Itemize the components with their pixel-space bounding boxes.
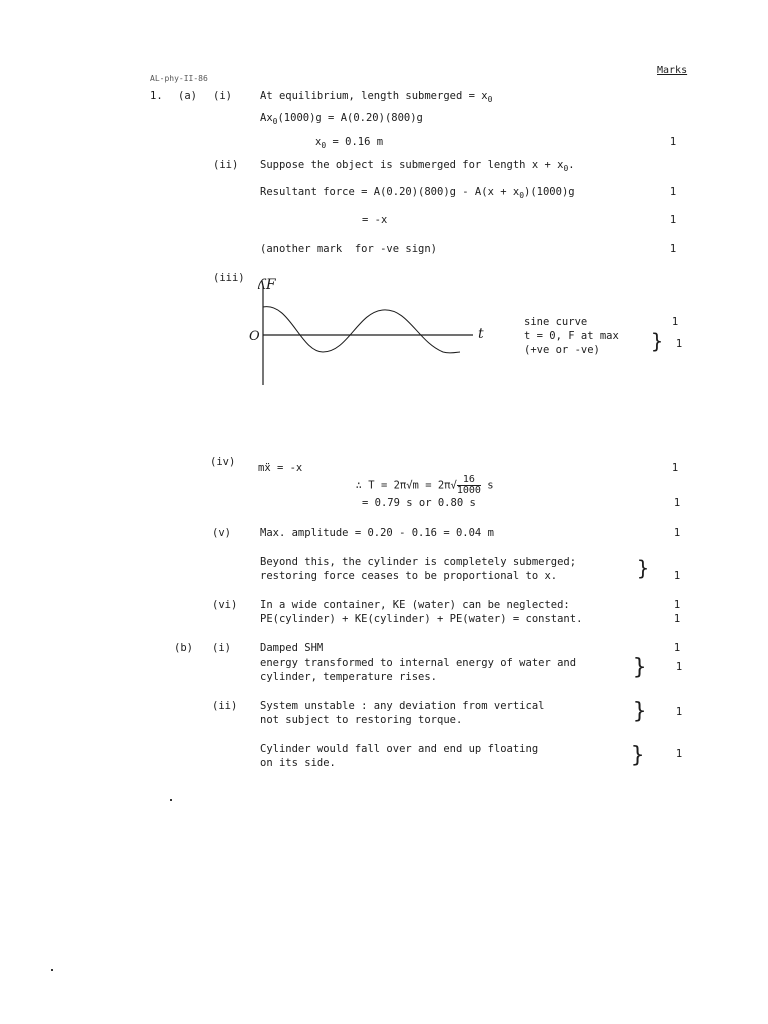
subpart-a-v-label: (v) [212, 527, 231, 539]
subpart-a-iii-label: (iii) [213, 272, 245, 284]
mark-b-ii-falls: 1 [675, 748, 683, 760]
a-i-line-1: At equilibrium, length submerged = $x_0$ [260, 90, 493, 104]
a-ii-line-3: = -x [362, 214, 388, 226]
mark-a-iii-sine: 1 [671, 316, 679, 328]
b-i-line-3: cylinder, temperature rises. [260, 671, 438, 683]
scan-speck [170, 799, 172, 801]
arrow-icon: ʎ [258, 277, 266, 293]
b-ii-line-1: System unstable : any deviation from vertical [260, 700, 545, 712]
b-ii-line-2: not subject to restoring torque. [260, 714, 463, 726]
subpart-a-vi-label: (vi) [212, 599, 238, 611]
brace-icon: } [651, 329, 664, 353]
mark-a-iii-initial: 1 [675, 338, 683, 350]
b-i-line-2: energy transformed to internal energy of water and [260, 657, 577, 669]
a-iii-note-2: t = 0, F at max [524, 330, 619, 342]
graph-f-axis-label: ʎF [258, 277, 276, 293]
subpart-a-ii-label: (ii) [213, 159, 239, 171]
a-v-line-2: Beyond this, the cylinder is completely submerged; [260, 556, 577, 568]
part-a-label: (a) [178, 90, 197, 102]
mark-a-iv-value: 1 [673, 497, 681, 509]
mark-b-i-shm: 1 [673, 642, 681, 654]
a-ii-line-1: Suppose the object is submerged for length $x + x_0$. [260, 159, 575, 173]
a-ii-line-2: Resultant force = $A(0.20)(800)g - A(x + x_0)(1000)g$ [260, 186, 575, 200]
part-b-label: (b) [174, 642, 193, 654]
a-i-line-2: $Ax_0(1000)g = A(0.20)(800)g$ [260, 112, 423, 126]
mark-a-iv-period: 1 [671, 462, 679, 474]
a-iv-fraction: $\frac{16}{1000}$ [456, 474, 481, 496]
a-v-line-3: restoring force ceases to be proportional to x. [260, 570, 558, 582]
mark-b-ii-unstable: 1 [675, 706, 683, 718]
question-number: 1. [150, 90, 163, 102]
mark-a-ii-result: 1 [669, 214, 677, 226]
mark-a-vi-ke: 1 [673, 599, 681, 611]
mark-a-ii-sign: 1 [669, 243, 677, 255]
a-iv-line-2: = 0.79 s or 0.80 s [362, 497, 476, 509]
document-reference: AL-phy-II-86 [150, 74, 208, 83]
mark-a-i: 1 [669, 136, 677, 148]
brace-icon: } [633, 655, 647, 680]
a-i-line-3: $x_0 = 0.16$ m [315, 136, 384, 150]
a-ii-line-4: (another mark for -ve sign) [260, 243, 438, 255]
force-time-sketch [240, 272, 500, 392]
mark-a-vi-energy: 1 [673, 613, 681, 625]
mark-a-ii-resultant: 1 [669, 186, 677, 198]
a-iii-note-1: sine curve [524, 316, 588, 328]
a-vi-line-1: In a wide container, KE (water) can be neglected: [260, 599, 570, 611]
mark-a-v-explain: 1 [673, 570, 681, 582]
brace-icon: } [631, 743, 645, 768]
subpart-b-ii-label: (ii) [212, 700, 238, 712]
b-ii-line-4: on its side. [260, 757, 336, 769]
mark-a-v-amplitude: 1 [673, 527, 681, 539]
brace-icon: } [637, 556, 650, 580]
graph-origin-label: O [249, 329, 260, 344]
brace-icon: } [633, 699, 647, 724]
scan-speck [51, 969, 53, 971]
subpart-b-i-label: (i) [212, 642, 231, 654]
a-vi-line-2: PE(cylinder) + KE(cylinder) + PE(water) = constant. [260, 613, 583, 625]
a-iii-note-3: (+ve or -ve) [524, 344, 600, 356]
a-v-line-1: Max. amplitude = 0.20 - 0.16 = 0.04 m [260, 527, 494, 539]
mark-b-i-energy: 1 [675, 661, 683, 673]
b-i-line-1: Damped SHM [260, 642, 324, 654]
subpart-a-iv-label: (iv) [210, 456, 236, 468]
graph-t-axis-label: t [478, 326, 484, 342]
subpart-a-i-label: (i) [213, 90, 232, 102]
marks-column-header: Marks [657, 65, 688, 76]
force-curve [263, 307, 460, 353]
a-iv-period-equation: ∴ T = 2π√m = 2π√ $\frac{16}{1000}$ s [355, 474, 494, 496]
a-iv-equation-motion: mẍ = -x [258, 462, 303, 474]
b-ii-line-3: Cylinder would fall over and end up floating [260, 743, 539, 755]
